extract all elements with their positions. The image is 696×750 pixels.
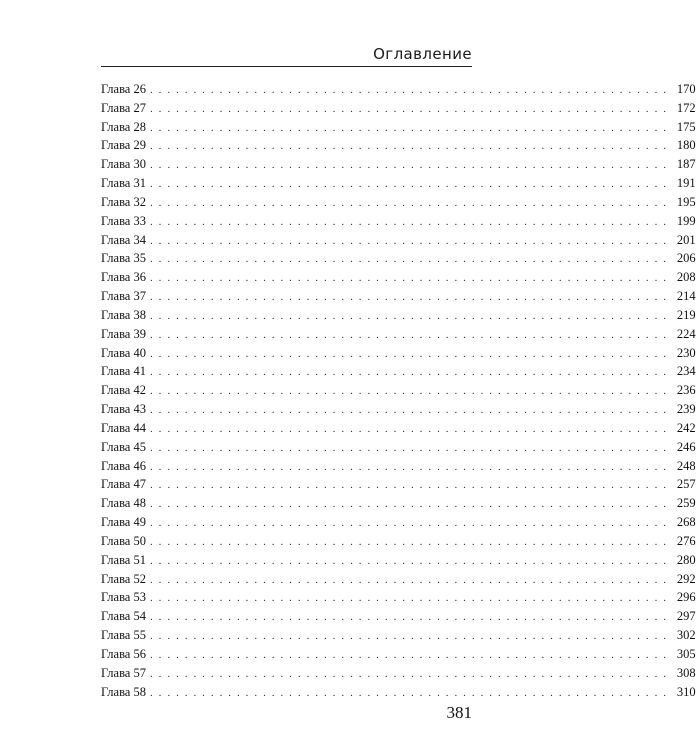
toc-entry-label: Глава 40 (101, 345, 146, 360)
toc-entry[interactable] (101, 155, 696, 174)
toc-entry[interactable] (101, 249, 696, 268)
toc-entry-page: 276 (676, 533, 696, 548)
toc-entry[interactable] (101, 532, 696, 551)
toc-entry-label: Глава 30 (101, 157, 146, 172)
toc-entry[interactable] (101, 645, 696, 664)
toc-entry-page: 195 (676, 194, 696, 209)
toc-entry[interactable] (101, 268, 696, 287)
dot-leader: . . . . . . . . . . . . . . . . . . . . . . . . . . . . . . . . . . . . . . . . . . . . . . . . . . . . . . . . . . . . (149, 309, 668, 322)
toc-entry-page: 230 (676, 345, 696, 360)
toc-entry-label: Глава 34 (101, 232, 146, 247)
dot-leader: . . . . . . . . . . . . . . . . . . . . . . . . . . . . . . . . . . . . . . . . . . . . . . . . . . . . . . . . . . . . (149, 328, 668, 341)
toc-entry[interactable] (101, 400, 696, 419)
toc-entry-label: Глава 51 (101, 552, 146, 567)
toc-entry-label: Глава 50 (101, 533, 146, 548)
toc-entry-page: 305 (676, 646, 696, 661)
dot-leader: . . . . . . . . . . . . . . . . . . . . . . . . . . . . . . . . . . . . . . . . . . . . . . . . . . . . . . . . . . . . (149, 272, 668, 285)
toc-entry-label: Глава 53 (101, 590, 146, 605)
toc-entry[interactable] (101, 99, 696, 118)
toc-entry-label: Глава 43 (101, 402, 146, 417)
toc-entry-label: Глава 27 (101, 100, 146, 115)
toc-entry-label: Глава 45 (101, 439, 146, 454)
header-rule (101, 66, 472, 67)
toc-entry[interactable] (101, 231, 696, 250)
toc-entry[interactable] (101, 664, 696, 683)
dot-leader: . . . . . . . . . . . . . . . . . . . . . . . . . . . . . . . . . . . . . . . . . . . . . . . . . . . . . . . . . . . . (149, 460, 668, 473)
toc-entry-page: 199 (676, 213, 696, 228)
toc-entry-page: 219 (676, 307, 696, 322)
toc-entry-label: Глава 36 (101, 270, 146, 285)
toc-entry-label: Глава 29 (101, 138, 146, 153)
dot-leader: . . . . . . . . . . . . . . . . . . . . . . . . . . . . . . . . . . . . . . . . . . . . . . . . . . . . . . . . . . . . (149, 366, 668, 379)
toc-entry-page: 201 (676, 232, 696, 247)
toc-entry-label: Глава 42 (101, 383, 146, 398)
toc-entry-page: 280 (676, 552, 696, 567)
dot-leader: . . . . . . . . . . . . . . . . . . . . . . . . . . . . . . . . . . . . . . . . . . . . . . . . . . . . . . . . . . . . (149, 159, 668, 172)
toc-entry[interactable] (101, 626, 696, 645)
toc-entry-label: Глава 47 (101, 477, 146, 492)
toc-entry[interactable] (101, 513, 696, 532)
dot-leader: . . . . . . . . . . . . . . . . . . . . . . . . . . . . . . . . . . . . . . . . . . . . . . . . . . . . . . . . . . . . (149, 102, 668, 115)
toc-entry-label: Глава 31 (101, 176, 146, 191)
dot-leader: . . . . . . . . . . . . . . . . . . . . . . . . . . . . . . . . . . . . . . . . . . . . . . . . . . . . . . . . . . . . (149, 253, 668, 266)
dot-leader: . . . . . . . . . . . . . . . . . . . . . . . . . . . . . . . . . . . . . . . . . . . . . . . . . . . . . . . . . . . . (149, 234, 668, 247)
table-of-contents (101, 80, 696, 701)
dot-leader: . . . . . . . . . . . . . . . . . . . . . . . . . . . . . . . . . . . . . . . . . . . . . . . . . . . . . . . . . . . . (149, 686, 668, 699)
toc-entry-page: 239 (676, 402, 696, 417)
toc-entry-page: 172 (676, 100, 696, 115)
toc-entry-page: 170 (676, 82, 696, 96)
toc-entry-page: 191 (676, 176, 696, 191)
toc-entry[interactable] (101, 683, 696, 702)
toc-entry[interactable] (101, 325, 696, 344)
toc-entry-label: Глава 32 (101, 194, 146, 209)
toc-entry-label: Глава 54 (101, 609, 146, 624)
dot-leader: . . . . . . . . . . . . . . . . . . . . . . . . . . . . . . . . . . . . . . . . . . . . . . . . . . . . . . . . . . . . (149, 592, 668, 605)
toc-entry[interactable] (101, 438, 696, 457)
toc-entry[interactable] (101, 136, 696, 155)
toc-entry[interactable] (101, 588, 696, 607)
toc-entry[interactable] (101, 551, 696, 570)
toc-entry[interactable] (101, 212, 696, 231)
toc-entry[interactable] (101, 193, 696, 212)
toc-entry-page: 180 (676, 138, 696, 153)
toc-entry-page: 259 (676, 496, 696, 511)
dot-leader: . . . . . . . . . . . . . . . . . . . . . . . . . . . . . . . . . . . . . . . . . . . . . . . . . . . . . . . . . . . . (149, 215, 668, 228)
dot-leader: . . . . . . . . . . . . . . . . . . . . . . . . . . . . . . . . . . . . . . . . . . . . . . . . . . . . . . . . . . . . (149, 667, 668, 680)
dot-leader: . . . . . . . . . . . . . . . . . . . . . . . . . . . . . . . . . . . . . . . . . . . . . . . . . . . . . . . . . . . . (149, 517, 668, 530)
dot-leader: . . . . . . . . . . . . . . . . . . . . . . . . . . . . . . . . . . . . . . . . . . . . . . . . . . . . . . . . . . . . (149, 630, 668, 643)
toc-entry-page: 302 (676, 628, 696, 643)
dot-leader: . . . . . . . . . . . . . . . . . . . . . . . . . . . . . . . . . . . . . . . . . . . . . . . . . . . . . . . . . . . . (149, 441, 668, 454)
toc-entry-label: Глава 57 (101, 665, 146, 680)
toc-entry-page: 257 (676, 477, 696, 492)
toc-entry[interactable] (101, 494, 696, 513)
toc-entry[interactable] (101, 118, 696, 137)
dot-leader: . . . . . . . . . . . . . . . . . . . . . . . . . . . . . . . . . . . . . . . . . . . . . . . . . . . . . . . . . . . . (149, 648, 668, 661)
toc-entry-page: 310 (676, 684, 696, 699)
toc-entry-page: 206 (676, 251, 696, 266)
toc-entry-label: Глава 46 (101, 458, 146, 473)
page-number: 381 (446, 703, 472, 722)
toc-entry-label: Глава 56 (101, 646, 146, 661)
running-head-title: Оглавление (373, 45, 472, 63)
dot-leader: . . . . . . . . . . . . . . . . . . . . . . . . . . . . . . . . . . . . . . . . . . . . . . . . . . . . . . . . . . . . (149, 347, 668, 360)
toc-entry-label: Глава 48 (101, 496, 146, 511)
toc-entry[interactable] (101, 362, 696, 381)
toc-entry[interactable] (101, 419, 696, 438)
toc-entry[interactable] (101, 570, 696, 589)
toc-entry[interactable] (101, 306, 696, 325)
toc-entry-page: 187 (676, 157, 696, 172)
toc-entry-label: Глава 39 (101, 326, 146, 341)
dot-leader: . . . . . . . . . . . . . . . . . . . . . . . . . . . . . . . . . . . . . . . . . . . . . . . . . . . . . . . . . . . . (149, 404, 668, 417)
toc-entry-page: 242 (676, 420, 696, 435)
toc-entry[interactable] (101, 287, 696, 306)
dot-leader: . . . . . . . . . . . . . . . . . . . . . . . . . . . . . . . . . . . . . . . . . . . . . . . . . . . . . . . . . . . . (149, 291, 668, 304)
toc-entry-label: Глава 26 (101, 82, 146, 96)
toc-entry-page: 234 (676, 364, 696, 379)
toc-entry-label: Глава 49 (101, 515, 146, 530)
toc-entry-label: Глава 52 (101, 571, 146, 586)
dot-leader: . . . . . . . . . . . . . . . . . . . . . . . . . . . . . . . . . . . . . . . . . . . . . . . . . . . . . . . . . . . . (149, 554, 668, 567)
toc-entry-page: 308 (676, 665, 696, 680)
toc-entry[interactable] (101, 457, 696, 476)
toc-entry-page: 268 (676, 515, 696, 530)
dot-leader: . . . . . . . . . . . . . . . . . . . . . . . . . . . . . . . . . . . . . . . . . . . . . . . . . . . . . . . . . . . . (149, 178, 668, 191)
toc-entry-label: Глава 44 (101, 420, 146, 435)
dot-leader: . . . . . . . . . . . . . . . . . . . . . . . . . . . . . . . . . . . . . . . . . . . . . . . . . . . . . . . . . . . . (149, 498, 668, 511)
dot-leader: . . . . . . . . . . . . . . . . . . . . . . . . . . . . . . . . . . . . . . . . . . . . . . . . . . . . . . . . . . . . (149, 573, 668, 586)
dot-leader: . . . . . . . . . . . . . . . . . . . . . . . . . . . . . . . . . . . . . . . . . . . . . . . . . . . . . . . . . . . . (149, 535, 668, 548)
dot-leader: . . . . . . . . . . . . . . . . . . . . . . . . . . . . . . . . . . . . . . . . . . . . . . . . . . . . . . . . . . . . (149, 385, 668, 398)
dot-leader: . . . . . . . . . . . . . . . . . . . . . . . . . . . . . . . . . . . . . . . . . . . . . . . . . . . . . . . . . . . . (149, 196, 668, 209)
toc-entry-page: 214 (676, 289, 696, 304)
toc-entry-label: Глава 41 (101, 364, 146, 379)
toc-entry-page: 224 (676, 326, 696, 341)
toc-entry[interactable] (101, 475, 696, 494)
toc-entry[interactable] (101, 607, 696, 626)
toc-entry-page: 296 (676, 590, 696, 605)
toc-entry-page: 246 (676, 439, 696, 454)
toc-entry[interactable] (101, 174, 696, 193)
dot-leader: . . . . . . . . . . . . . . . . . . . . . . . . . . . . . . . . . . . . . . . . . . . . . . . . . . . . . . . . . . . . (149, 121, 668, 134)
toc-entry-label: Глава 37 (101, 289, 146, 304)
toc-entry-label: Глава 55 (101, 628, 146, 643)
toc-entry-label: Глава 58 (101, 684, 146, 699)
toc-entry-label: Глава 35 (101, 251, 146, 266)
toc-entry-page: 248 (676, 458, 696, 473)
toc-entry-page: 236 (676, 383, 696, 398)
dot-leader: . . . . . . . . . . . . . . . . . . . . . . . . . . . . . . . . . . . . . . . . . . . . . . . . . . . . . . . . . . . . (149, 140, 668, 153)
toc-entry[interactable] (101, 344, 696, 363)
toc-entry-label: Глава 28 (101, 119, 146, 134)
toc-entry-page: 297 (676, 609, 696, 624)
dot-leader: . . . . . . . . . . . . . . . . . . . . . . . . . . . . . . . . . . . . . . . . . . . . . . . . . . . . . . . . . . . . (149, 422, 668, 435)
toc-entry-label: Глава 38 (101, 307, 146, 322)
toc-entry-page: 292 (676, 571, 696, 586)
dot-leader: . . . . . . . . . . . . . . . . . . . . . . . . . . . . . . . . . . . . . . . . . . . . . . . . . . . . . . . . . . . . (149, 479, 668, 492)
toc-entry-page: 208 (676, 270, 696, 285)
dot-leader: . . . . . . . . . . . . . . . . . . . . . . . . . . . . . . . . . . . . . . . . . . . . . . . . . . . . . . . . . . . . (149, 84, 668, 96)
dot-leader: . . . . . . . . . . . . . . . . . . . . . . . . . . . . . . . . . . . . . . . . . . . . . . . . . . . . . . . . . . . . (149, 611, 668, 624)
toc-entry-page: 175 (676, 119, 696, 134)
toc-entry[interactable] (101, 381, 696, 400)
toc-entry[interactable] (101, 80, 696, 99)
toc-entry-label: Глава 33 (101, 213, 146, 228)
